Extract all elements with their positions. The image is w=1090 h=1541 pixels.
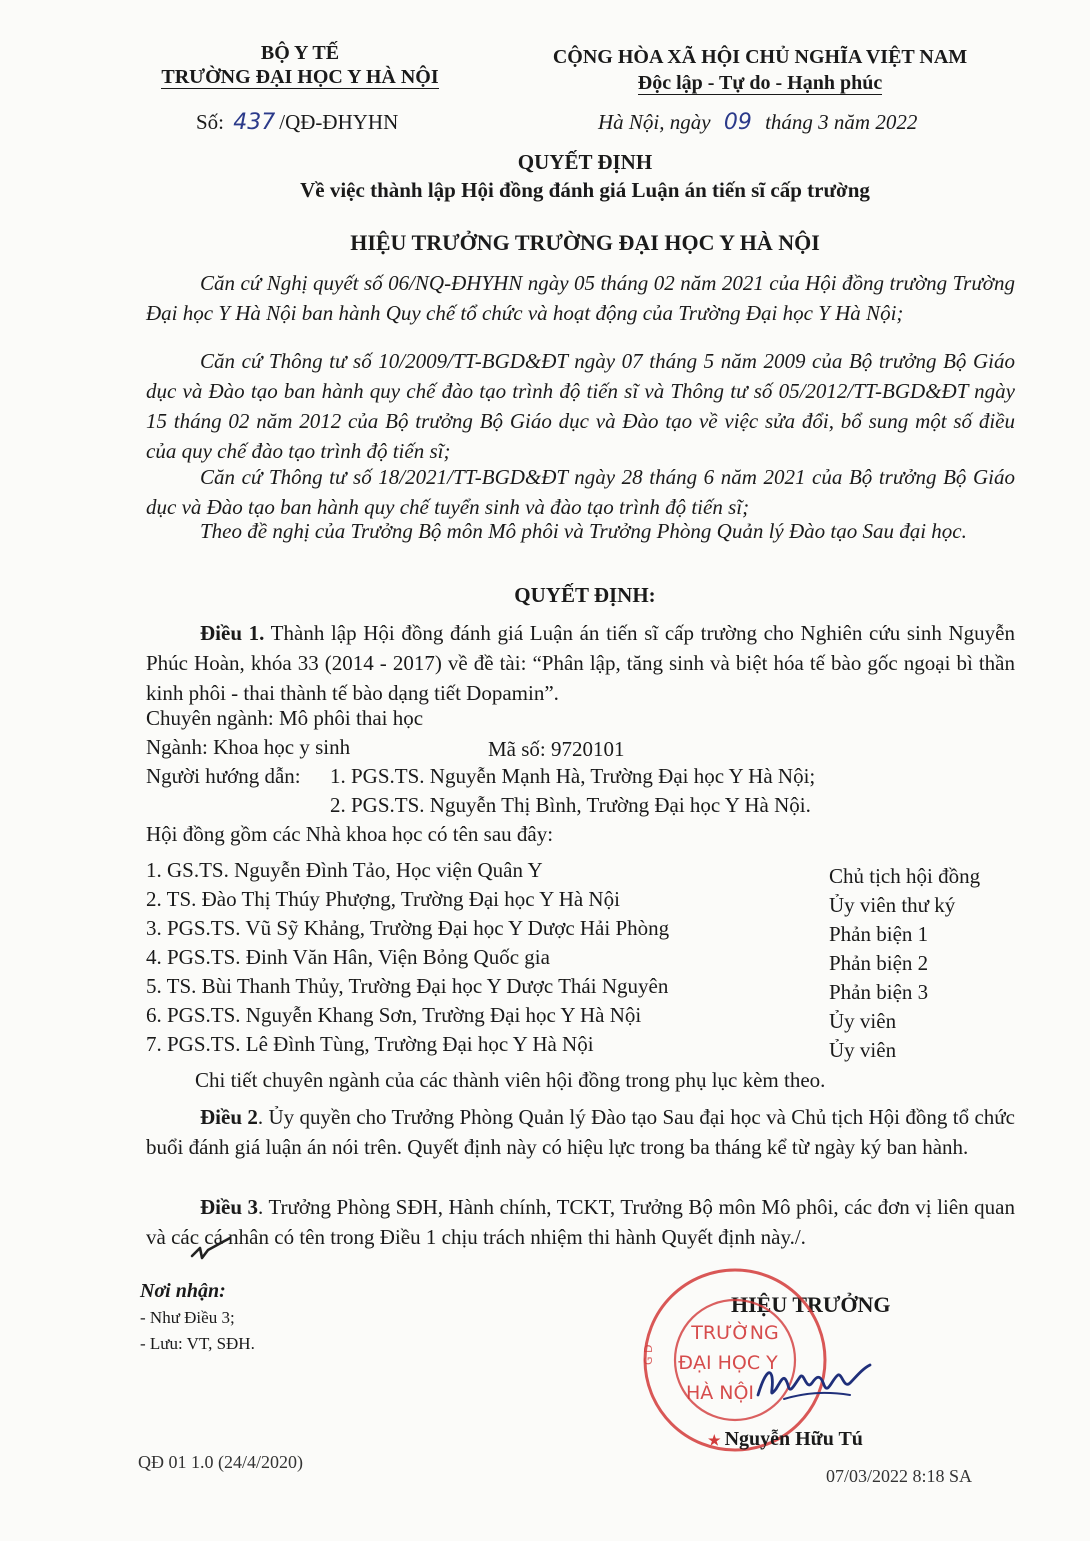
recipients-label: Nơi nhận:	[140, 1280, 226, 1302]
decision-body-heading: QUYẾT ĐỊNH:	[514, 583, 656, 607]
recipient-2: - Lưu: VT, SĐH.	[140, 1334, 255, 1353]
council-intro: Hội đồng gồm các Nhà khoa học có tên sau đây:	[146, 822, 554, 846]
ministry-name: BỘ Y TẾ	[260, 42, 340, 64]
number-suffix: /QĐ-ĐHYHN	[279, 110, 399, 134]
member-2-name: 2. TS. Đào Thị Thúy Phượng, Trường Đại học Y Hà Nội	[146, 887, 620, 911]
advisor-2: 2. PGS.TS. Nguyễn Thị Bình, Trường Đại học Y Hà Nội.	[330, 793, 811, 817]
seal-line-3: HÀ NỘI	[685, 1382, 755, 1404]
national-motto	[600, 72, 920, 95]
initials-mark-icon	[190, 1234, 232, 1262]
member-6-name: 6. PGS.TS. Nguyễn Khang Sơn, Trường Đại học Y Hà Nội	[146, 1003, 642, 1027]
member-7-name: 7. PGS.TS. Lê Đình Tùng, Trường Đại học Y Hà Nội	[146, 1032, 594, 1056]
advisor-label: Người hướng dẫn:	[146, 764, 301, 788]
member-4-name: 4. PGS.TS. Đinh Văn Hân, Viện Bỏng Quốc gia	[146, 945, 550, 969]
recipient-1: - Như Điều 3;	[140, 1308, 235, 1327]
legal-basis-4: Theo đề nghị của Trưởng Bộ môn Mô phôi và Trưởng Phòng Quản lý Đào tạo Sau đại học.	[200, 519, 967, 543]
legal-basis-1: Căn cứ Nghị quyết số 06/NQ-ĐHYHN ngày 05 tháng 02 năm 2021 của Hội đồng trường Trường Đại học Y Hà Nội ban hành Quy chế tổ chức và hoạt động của Trường Đại học Y Hà Nội;	[146, 271, 1015, 325]
member-6-role: Ủy viên	[829, 1009, 897, 1033]
document-number	[196, 110, 398, 135]
article-2-text: . Ủy quyền cho Trưởng Phòng Quản lý Đào tạo Sau đại học và Chủ tịch Hội đồng tổ chức buổi đánh giá luận án nói trên. Quyết định này có hiệu lực trong ba tháng kể từ ngày ký ban hành.	[146, 1105, 1015, 1159]
legal-basis-3: Căn cứ Thông tư số 18/2021/TT-BGD&ĐT ngày 28 tháng 6 năm 2021 của Bộ trưởng Bộ Giáo dục và Đào tạo ban hành quy chế tuyển sinh và đào tạo trình độ tiến sĩ;	[146, 465, 1015, 519]
seal-line-2: ĐẠI HỌC Y	[678, 1352, 778, 1374]
member-5-name: 5. TS. Bùi Thanh Thủy, Trường Đại học Y Dược Thái Nguyên	[146, 974, 669, 998]
program-code: Mã số: 9720101	[488, 737, 625, 761]
member-3-role: Phản biện 1	[829, 922, 929, 946]
article-2	[146, 1102, 1015, 1162]
signature-icon	[754, 1355, 874, 1410]
university-name	[150, 66, 450, 89]
date-prefix: Hà Nội, ngày	[598, 110, 711, 134]
article-3	[146, 1192, 1015, 1252]
member-5-role: Phản biện 3	[829, 980, 929, 1004]
article-1-label: Điều 1.	[200, 621, 265, 645]
seal-line-1: TRƯỜNG	[691, 1322, 779, 1344]
article-1-text: Thành lập Hội đồng đánh giá Luận án tiến sĩ cấp trường cho Nghiên cứu sinh Nguyễn Phúc Hoàn, khóa 33 (2014 - 2017) về đề tài: “Phân lập, tăng sinh và biệt hóa tế bào gốc ngoại bì thần kinh phôi - thai thành tế bào dạng tiết Dopamin”.	[146, 621, 1016, 705]
number-prefix: Số:	[196, 110, 225, 134]
member-2-role: Ủy viên thư ký	[829, 893, 956, 917]
date-suffix: tháng 3 năm 2022	[765, 110, 918, 134]
specialty: Chuyên ngành: Mô phôi thai học	[146, 706, 424, 730]
national-motto-text: Độc lập - Tự do - Hạnh phúc	[637, 72, 883, 94]
signer-name-text: Nguyễn Hữu Tú	[724, 1428, 863, 1450]
field: Ngành: Khoa học y sinh	[146, 735, 351, 759]
decision-subject: Về việc thành lập Hội đồng đánh giá Luận án tiến sĩ cấp trường	[300, 178, 870, 202]
date-day: 09	[723, 110, 752, 135]
member-7-role: Ủy viên	[829, 1038, 897, 1062]
legal-basis-2: Căn cứ Thông tư số 10/2009/TT-BGD&ĐT ngày 07 tháng 5 năm 2009 của Bộ trưởng Bộ Giáo dục và Đào tạo ban hành quy chế đào tạo trình độ tiến sĩ và Thông tư số 05/2012/TT-BGD&ĐT ngày 15 tháng 02 năm 2012 của Bộ trưởng Bộ Giáo dục và Đào tạo về việc sửa đổi, bổ sung một số điều của quy chế đào tạo trình độ tiến sĩ;	[146, 349, 1015, 463]
issuing-authority: HIỆU TRƯỞNG TRƯỜNG ĐẠI HỌC Y HÀ NỘI	[350, 230, 820, 255]
signer-name	[708, 1428, 863, 1451]
star-icon: ★	[708, 1434, 721, 1449]
signing-timestamp: 07/03/2022 8:18 SA	[826, 1466, 973, 1486]
number-value: 437	[233, 110, 276, 135]
member-3-name: 3. PGS.TS. Vũ Sỹ Khảng, Trường Đại học Y Dược Hải Phòng	[146, 916, 670, 940]
svg-text:G D: G D	[642, 1344, 655, 1365]
appendix-note: Chi tiết chuyên ngành của các thành viên hội đồng trong phụ lục kèm theo.	[195, 1068, 826, 1092]
article-1	[146, 618, 1015, 708]
issue-date	[598, 110, 917, 135]
decision-heading: QUYẾT ĐỊNH	[517, 150, 653, 174]
article-3-text: . Trưởng Phòng SĐH, Hành chính, TCKT, Trưởng Bộ môn Mô phôi, các đơn vị liên quan và các cá nhân có tên trong Điều 1 chịu trách nhiệm thi hành Quyết định này./.	[146, 1195, 1016, 1249]
country-name: CỘNG HÒA XÃ HỘI CHỦ NGHĨA VIỆT NAM	[552, 46, 968, 68]
university-name-text: TRƯỜNG ĐẠI HỌC Y HÀ NỘI	[161, 66, 439, 88]
article-2-label: Điều 2	[200, 1105, 258, 1129]
signer-title: HIỆU TRƯỞNG	[731, 1292, 891, 1317]
form-code: QĐ 01 1.0 (24/4/2020)	[138, 1452, 303, 1472]
advisor-1: 1. PGS.TS. Nguyễn Mạnh Hà, Trường Đại học Y Hà Nội;	[330, 764, 816, 788]
member-4-role: Phản biện 2	[829, 951, 929, 975]
article-3-label: Điều 3	[200, 1195, 259, 1219]
member-1-role: Chủ tịch hội đồng	[829, 864, 981, 888]
member-1-name: 1. GS.TS. Nguyễn Đình Tảo, Học viện Quân Y	[146, 858, 543, 882]
